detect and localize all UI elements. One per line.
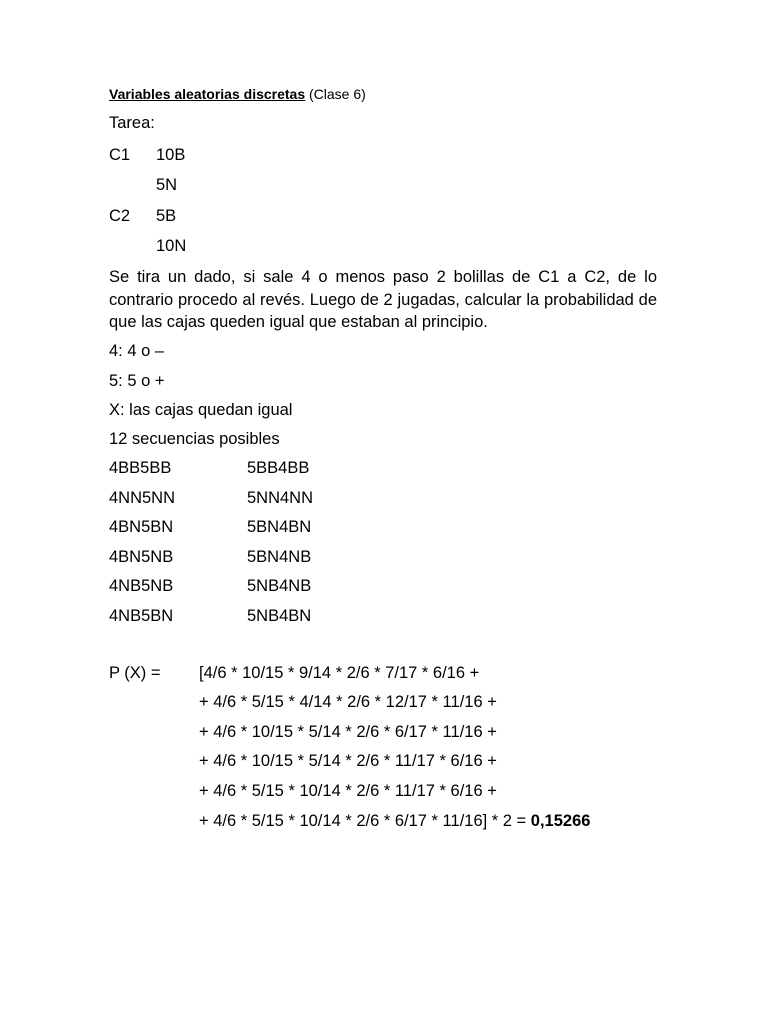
box-c1-label: C1 — [109, 146, 131, 164]
box-c2-label: C2 — [109, 207, 131, 225]
probability-final-line — [199, 811, 590, 831]
probability-line: [4/6 * 10/15 * 9/14 * 2/6 * 7/17 * 6/16 + — [199, 664, 480, 682]
box-c2-second: 10N — [156, 237, 187, 255]
definition-line: 4: 4 o – — [109, 342, 165, 360]
heading-title: Variables aleatorias discretas — [109, 86, 306, 102]
probability-line: + 4/6 * 10/15 * 5/14 * 2/6 * 11/17 * 6/16 + — [199, 752, 497, 770]
probability-line: + 4/6 * 5/15 * 10/14 * 2/6 * 11/17 * 6/16 + — [199, 782, 497, 800]
probability-line: + 4/6 * 10/15 * 5/14 * 2/6 * 6/17 * 11/16 + — [199, 723, 497, 741]
definition-line: 5: 5 o + — [109, 372, 165, 390]
box-c2-first: 5B — [156, 207, 177, 225]
sequence-left: 4NB5BN — [109, 607, 174, 625]
definition-line: X: las cajas quedan igual — [109, 401, 293, 419]
sequence-right: 5NB4BN — [247, 607, 312, 625]
sequence-left: 4BB5BB — [109, 459, 172, 477]
box-c1-second: 5N — [156, 176, 178, 194]
sequence-left: 4BN5NB — [109, 548, 174, 566]
probability-line: + 4/6 * 5/15 * 4/14 * 2/6 * 12/17 * 11/16 + — [199, 693, 497, 711]
document-heading — [109, 86, 366, 102]
sequence-left: 4NB5NB — [109, 577, 174, 595]
probability-label: P (X) = — [109, 664, 161, 682]
sequence-right: 5BN4NB — [247, 548, 312, 566]
probability-result: 0,15266 — [530, 812, 591, 830]
problem-statement: Se tira un dado, si sale 4 o menos paso 2 bolillas de C1 a C2, de lo contrario procedo al revés. Luego de 2 jugadas, calcular la probabilidad de que las cajas queden igual que estaban al principio. — [109, 268, 657, 331]
sequence-right: 5NN4NN — [247, 489, 314, 507]
sequence-right: 5BN4BN — [247, 518, 312, 536]
sequence-left: 4NN5NN — [109, 489, 176, 507]
box-c1-first: 10B — [156, 146, 186, 164]
definition-line: 12 secuencias posibles — [109, 430, 280, 448]
sequence-right: 5BB4BB — [247, 459, 310, 477]
heading-subtitle: (Clase 6) — [309, 86, 366, 102]
probability-line: + 4/6 * 5/15 * 10/14 * 2/6 * 6/17 * 11/16] * 2 = — [199, 812, 527, 830]
sequence-right: 5NB4NB — [247, 577, 312, 595]
sequence-left: 4BN5BN — [109, 518, 174, 536]
tarea-label: Tarea: — [109, 114, 155, 132]
